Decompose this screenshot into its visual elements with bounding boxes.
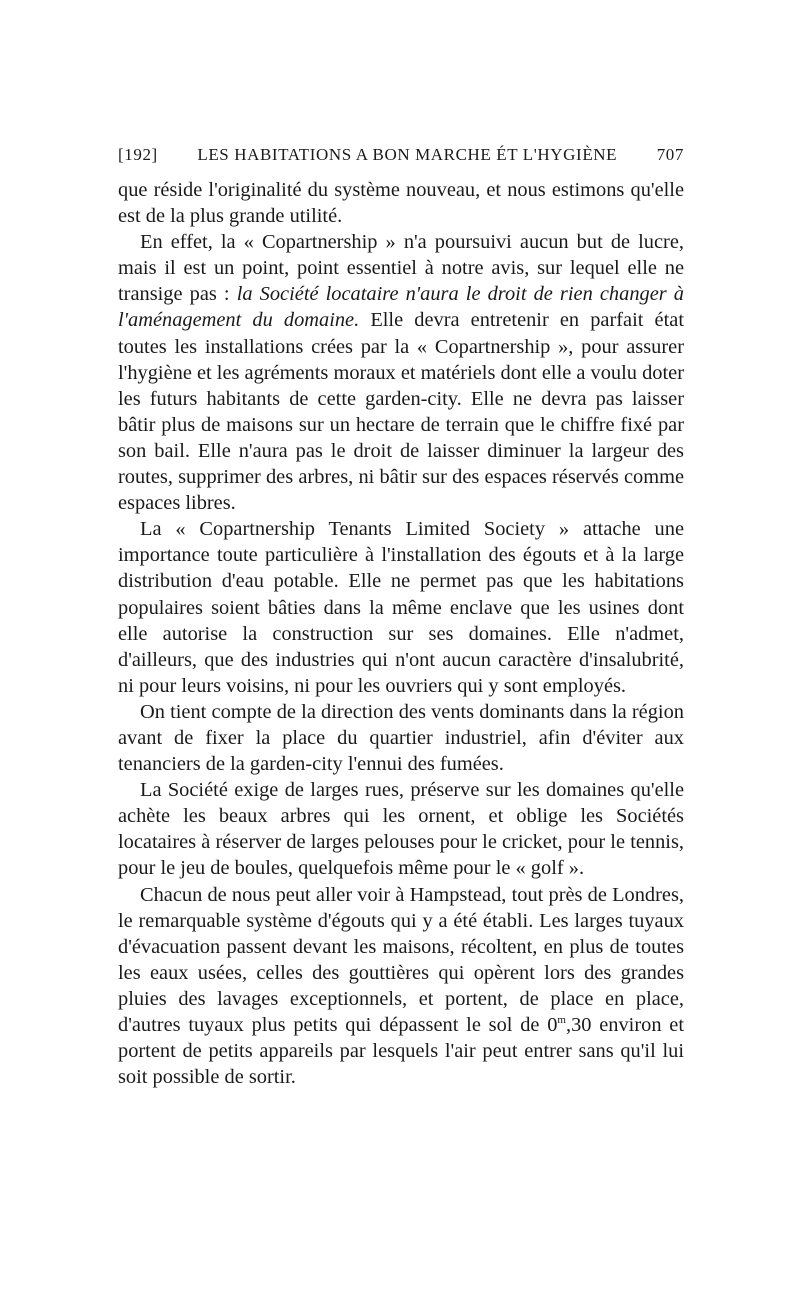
paragraph-text: ,30 environ et portent de petits appareils par lesquels l'air peut entrer sans qu'il lui soit possible de sortir. <box>118 1014 684 1089</box>
running-title: LES HABITATIONS A BON MARCHE ÉT L'HYGIÈNE <box>197 145 618 164</box>
paragraph: La « Copartnership Tenants Limited Society » attache une importance toute particulière à l'installation des égouts et à la large distribution d'eau potable. Elle ne permet pas que les habitations populaires soient bâties dans la même enclave que les usines dont elle autorise la construction sur ses domaines. Elle n'admet, d'ailleurs, que des industries qui n'ont aucun caractère d'insalubrité, ni pour leurs voisins, ni pour les ouvriers qui y sont employés. <box>118 518 684 697</box>
paragraph-text: Chacun de nous peut aller voir à Hampstead, tout près de Londres, le remarquable système d'égouts qui y a été établi. Les larges tuyaux d'évacuation passent devant les maisons, récoltent, en plus de toutes les eaux usées, celles des gouttières qui opèrent lors des grandes pluies des lavages exceptionnels, et portent, de place en place, d'autres tuyaux plus petits qui dépassent le sol de 0 <box>118 883 684 1036</box>
running-header <box>118 145 684 177</box>
book-page <box>118 145 684 1090</box>
page-number: 707 <box>656 145 684 164</box>
paragraph: On tient compte de la direction des vents dominants dans la région avant de fixer la place du quartier industriel, afin d'éviter aux tenanciers de la garden-city l'ennui des fumées. <box>118 700 684 776</box>
paragraph: La Société exige de larges rues, préserve sur les domaines qu'elle achète les beaux arbres qui les ornent, et oblige les Sociétés locataires à réserver de larges pelouses pour le cricket, pour le tennis, pour le jeu de boules, quelquefois même pour le « golf ». <box>118 779 684 880</box>
italic-clause: la Société locataire n'aura le droit de rien changer à l'aménagement du domaine. <box>118 283 684 332</box>
paragraph-text: En effet, la « Copartnership » n'a poursuivi aucun but de lucre, mais il est un point, point essentiel à notre avis, sur lequel elle ne transige pas : <box>118 231 684 306</box>
header-left-number: [192] <box>118 145 158 164</box>
paragraph <box>118 229 684 516</box>
paragraph <box>118 882 684 1091</box>
paragraph-text: Elle devra entretenir en parfait état toutes les installations crées par la « Copartnership », pour assurer l'hygiène et les agréments moraux et matériels dont elle a voulu doter les futurs habitants de cette garden-city. Elle ne devra pas laisser bâtir plus de maisons sur un hectare de terrain que le chiffre fixé par son bail. Elle n'aura pas le droit de laisser diminuer la largeur des routes, supprimer des arbres, ni bâtir sur des espaces réservés comme espaces libres. <box>118 309 684 515</box>
paragraph: que réside l'originalité du système nouveau, et nous estimons qu'elle est de la plus grande utilité. <box>118 179 684 228</box>
body-text <box>118 177 684 1090</box>
superscript-unit: m <box>557 1014 566 1027</box>
